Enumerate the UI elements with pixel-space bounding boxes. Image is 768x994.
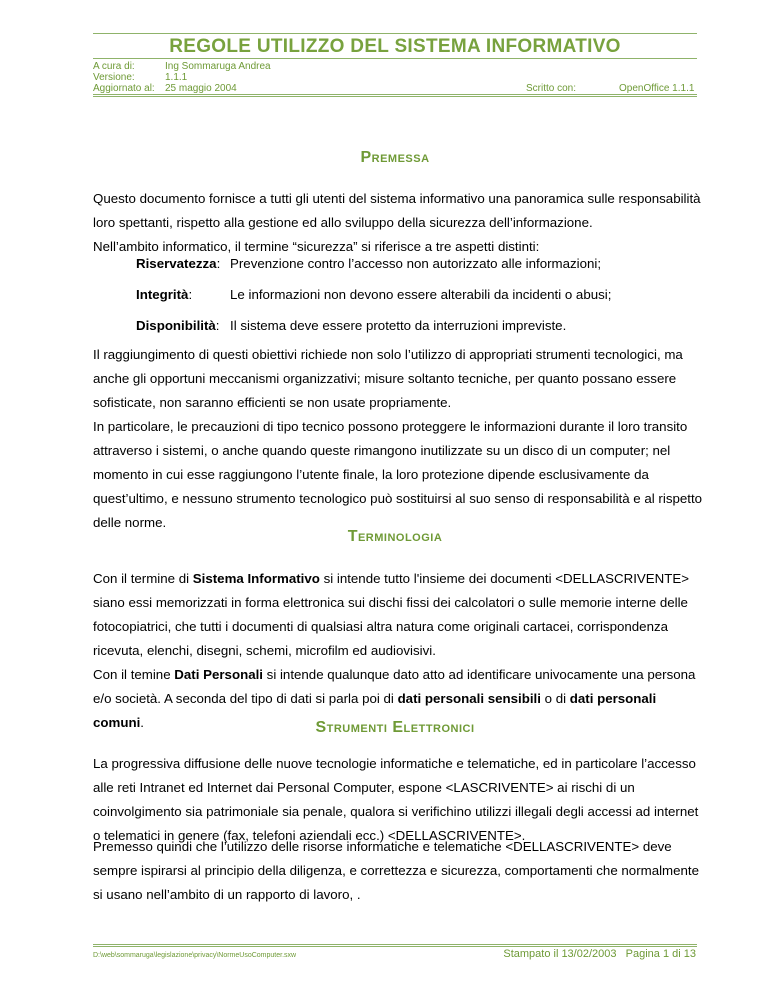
strumenti-paragraph-2: Premesso quindi che l’utilizzo delle risorse informatiche e telematiche <DELLASCRIVENTE> deve sempre ispirarsi al principio della diligenza, e correttezza e sicurezza, comportamenti che normalmente si usano nell’ambito di un rapporto di lavoro, .: [93, 839, 700, 902]
updated-value: 25 maggio 2004: [165, 83, 237, 94]
premessa-paragraph-3: In particolare, le precauzioni di tipo tecnico possono proteggere le informazioni durante il loro transito attraverso i sistemi, o anche quando queste rimangono inutilizzate su un disco di un computer; nel momento in cui esse raggiungono l’utente finale, la loro protezione dipende esclusivamente da quest’ultimo, e nessuno strumento tecnologico può sostituirsi al suo senso di responsabilità e al rispetto delle norme.: [93, 419, 703, 530]
written-label: Scritto con:: [526, 83, 577, 94]
header-bottom-rule: [93, 94, 697, 97]
definition-desc-riservatezza: Prevenzione contro l’accesso non autorizzato alle informazioni;: [230, 256, 602, 271]
meta-labels: [93, 61, 155, 94]
updated-label: Aggiornato al:: [93, 83, 155, 94]
terminologia-paragraph-1: Con il termine di Sistema Informativo si intende tutto l'insieme dei documenti <DELLASCRIVENTE> siano essi memorizzati in forma elettronica sui dischi fissi dei calcolatori o sulle memorie interne delle fotocopiatrici, che tutti i documenti di qualsiasi altra natura come originali cartacei, corrispondenza ricevuta, elenchi, disegni, schemi, microfilm ed audiovisivi.: [93, 571, 689, 658]
meta-values: [165, 61, 271, 94]
footer-rule: [93, 944, 697, 947]
footer-file-path: D:\web\sommaruga\legislazione\privacy\NormeUsoComputer.sxw: [93, 952, 297, 959]
version-value: 1.1.1: [165, 72, 188, 83]
premessa-intro: [93, 187, 705, 259]
premessa-line-2: loro spettanti, rispetto alla gestione ed allo sviluppo della sicurezza dell’informazione.: [93, 215, 593, 230]
heading-premessa: Premessa: [360, 149, 430, 166]
definition-desc-disponibilita: Il sistema deve essere protetto da interruzioni impreviste.: [230, 318, 567, 333]
strumenti-paragraph-1: La progressiva diffusione delle nuove tecnologie informatiche e telematiche, ed in particolare l’accesso alle reti Intranet ed Internet dai Personal Computer, espone <LASCRIVENTE> ai rischi di un coinvolgimento sia patrimoniale sia penale, qualora si verifichino utilizzi illegali degli accessi ad internet o telematici in genere (fax, telefoni aziendali ecc.) <DELLASCRIVENTE>.: [93, 756, 699, 843]
premessa-line-1: Questo documento fornisce a tutti gli utenti del sistema informativo una panoramica sulle responsabilità: [93, 191, 701, 206]
heading-terminologia: Terminologia: [347, 528, 443, 545]
author-value: Ing Sommaruga Andrea: [165, 61, 271, 72]
heading-strumenti-elettronici: Strumenti Elettronici: [315, 719, 475, 736]
terminologia-paragraph-2: Con il temine Dati Personali si intende qualunque dato atto ad identificare univocamente una persona e/o società. A seconda del tipo di dati si parla poi di dati personali sensibili o di dati personali comuni.: [93, 667, 696, 730]
author-label: A cura di:: [93, 61, 135, 72]
document-title: REGOLE UTILIZZO DEL SISTEMA INFORMATIVO: [169, 36, 621, 57]
written-value: OpenOffice 1.1.1: [619, 83, 695, 94]
version-label: Versione:: [93, 72, 135, 83]
header-title-rule: [93, 58, 697, 59]
footer-page-info: Stampato il 13/02/2003 Pagina 1 di 13: [503, 948, 696, 960]
definition-term-integrita: Integrità:: [136, 287, 193, 302]
definition-desc-integrita: Le informazioni non devono essere alterabili da incidenti o abusi;: [230, 287, 612, 302]
premessa-paragraph-2: Il raggiungimento di questi obiettivi richiede non solo l’utilizzo di appropriati strumenti tecnologici, ma anche gli opportuni meccanismi organizzativi; misure soltanto tecniche, per quanto possano essere sofisticate, non saranno efficienti se non usate propriamente.: [93, 347, 683, 410]
header-top-rule: [93, 33, 697, 34]
definition-term-riservatezza: Riservatezza:: [136, 256, 221, 271]
premessa-line-3: Nell’ambito informatico, il termine “sicurezza” si riferisce a tre aspetti distinti:: [93, 239, 540, 254]
definition-term-disponibilita: Disponibilità:: [136, 318, 220, 333]
